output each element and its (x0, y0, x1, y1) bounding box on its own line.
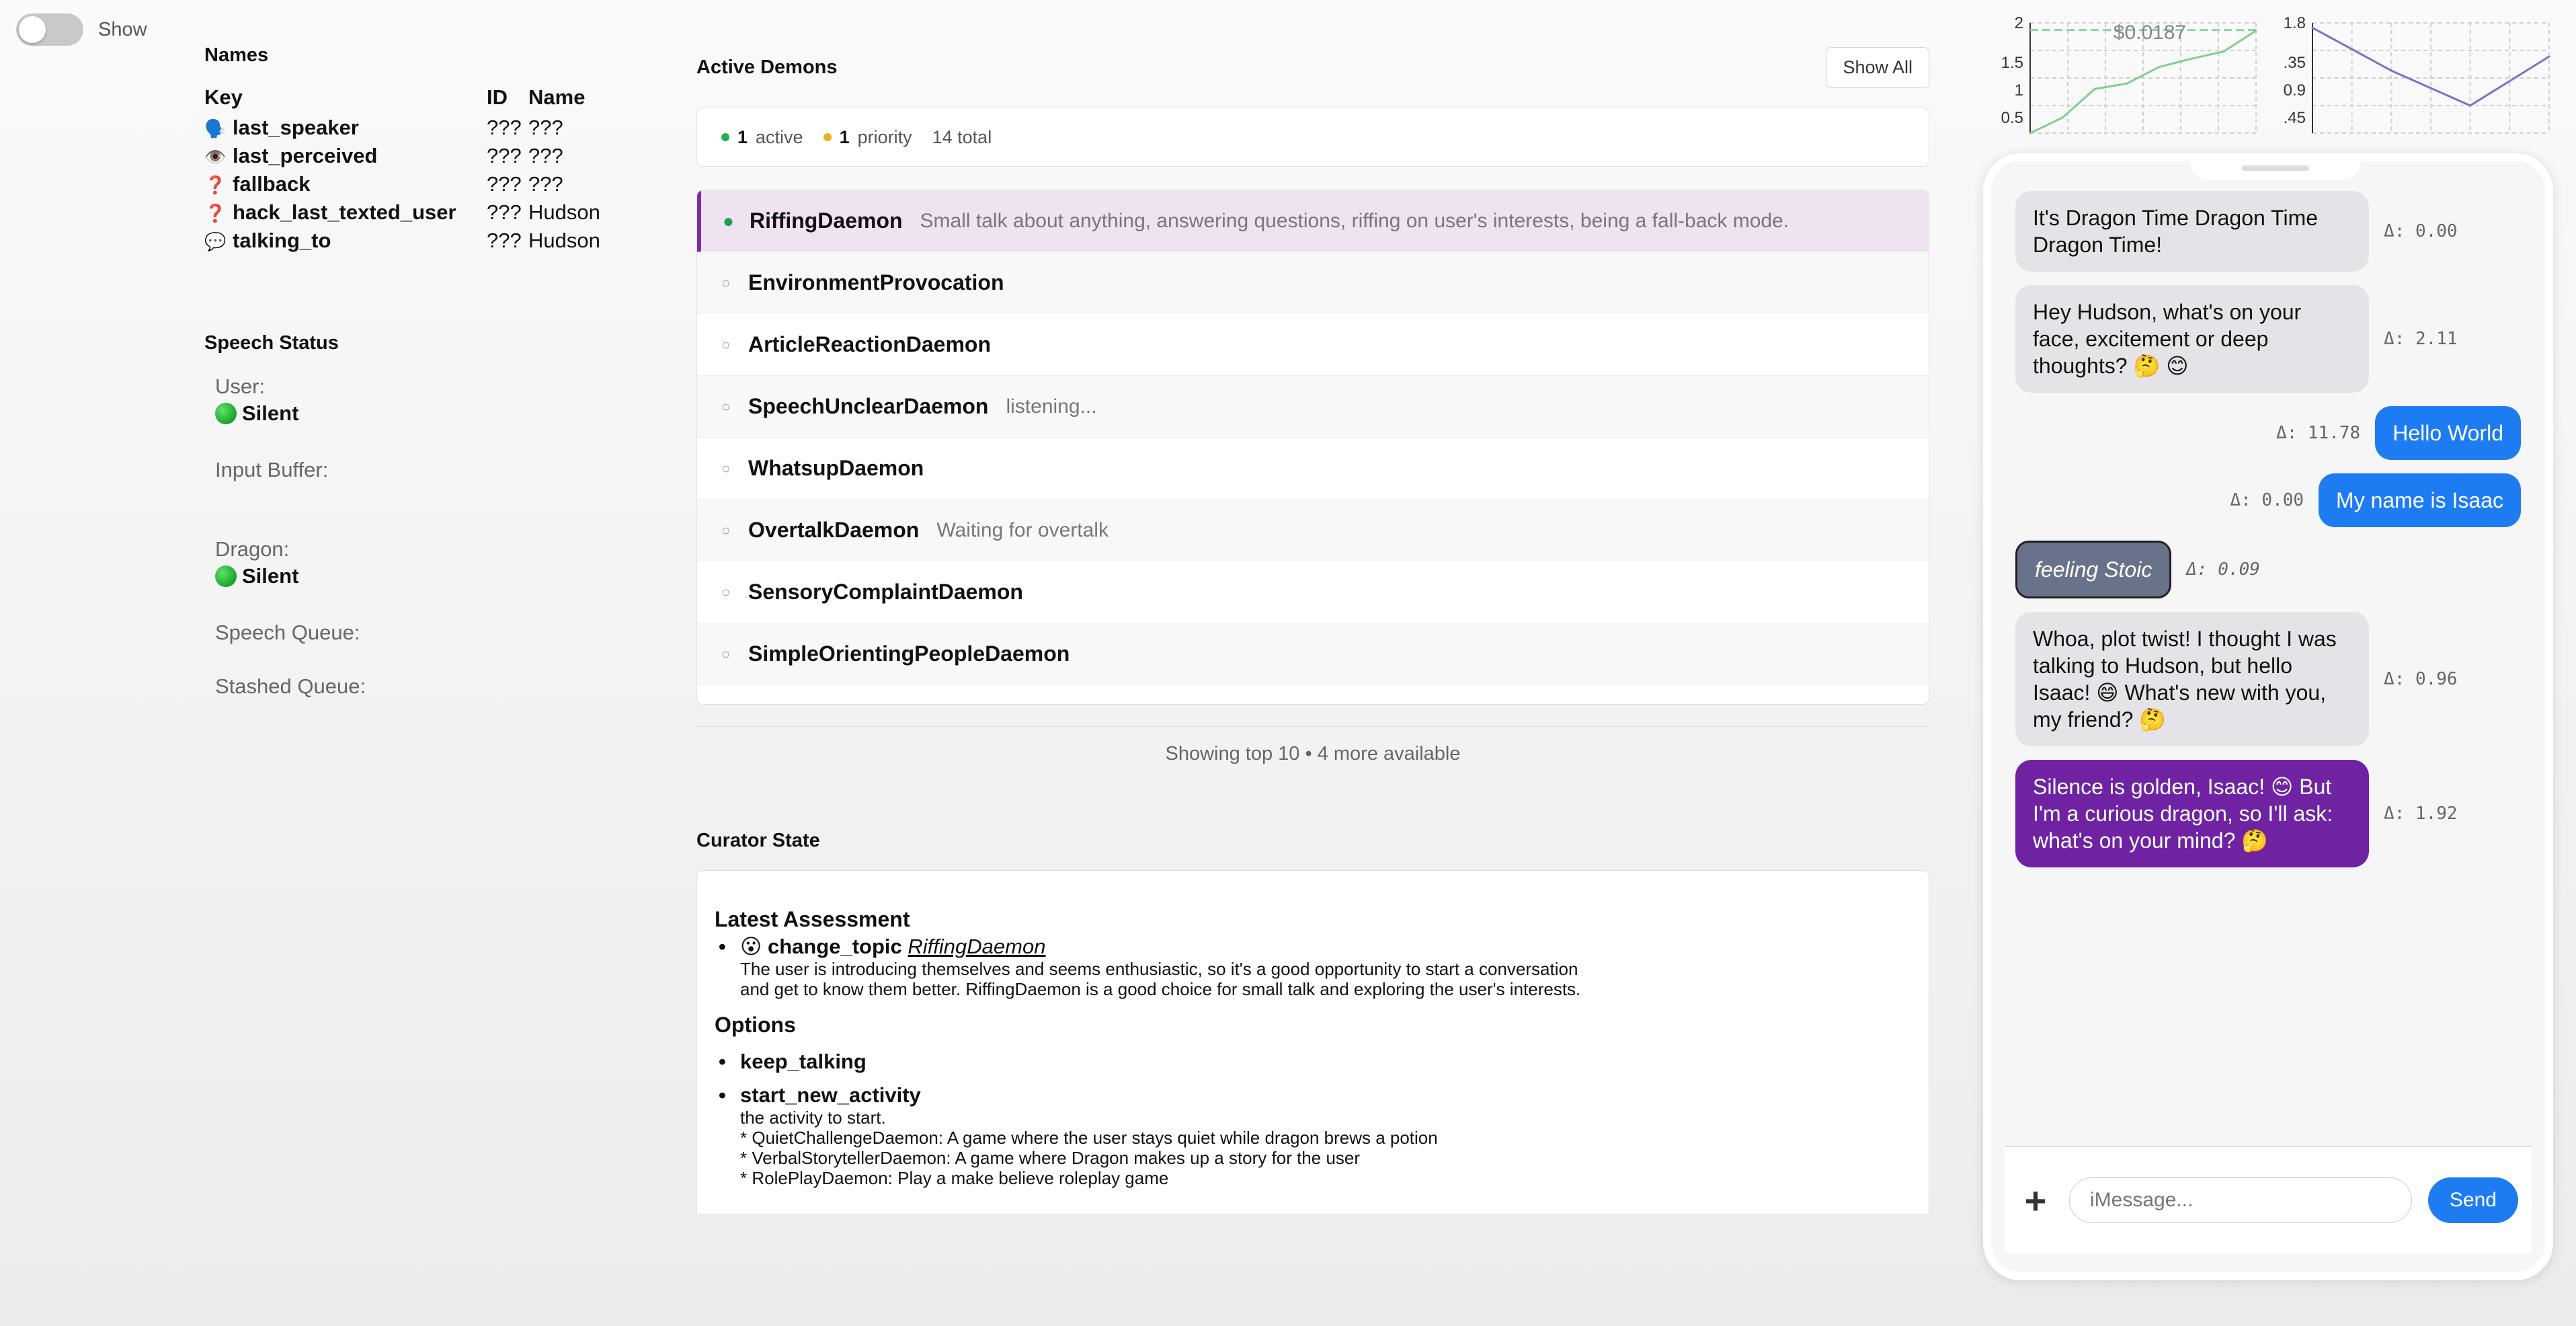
series-point (2390, 70, 2392, 72)
demon-name: SensoryComplaintDaemon (748, 580, 1023, 604)
y-tick-label: 0.9 (2283, 81, 2306, 100)
options-heading: Options (715, 1013, 796, 1037)
message-thread (1991, 191, 2545, 881)
speech-status-panel (204, 332, 635, 731)
active-dot-icon (721, 133, 729, 141)
inactive-status-dot-icon: ○ (721, 521, 731, 539)
names-header-row (204, 85, 600, 114)
series-point (2159, 66, 2161, 68)
demons-summary-bar (696, 108, 1929, 167)
names-header-key: Key (204, 85, 243, 109)
names-title: Names (204, 44, 269, 66)
y-tick-label: 0.5 (2001, 109, 2023, 127)
dragon-status-value: Silent (242, 564, 299, 588)
chat-message (1991, 541, 2545, 598)
chat-message (1991, 285, 2545, 393)
series-point (2191, 58, 2193, 60)
active-count: 1 (737, 126, 748, 147)
option-item: • start_new_activity the activity to start. * QuietChallengeDaemon: A game where the user stays quiet while dragon brews a potion * VerbalStorytellerDaemon: A game where Dragon makes up a story for the user * RolePlayDaemon: Play a make believe roleplay game (719, 1083, 1911, 1188)
names-id: ??? (487, 200, 522, 224)
speech-queue (215, 621, 635, 645)
y-tick-label: .45 (2283, 109, 2306, 127)
demon-list (696, 190, 1929, 705)
send-button[interactable]: Send (2428, 1177, 2518, 1223)
question-mark-icon: ❓ (204, 175, 227, 195)
y-tick-label: .35 (2283, 54, 2306, 72)
option-name: keep_talking (740, 1050, 867, 1073)
stashed-queue (215, 674, 635, 699)
names-row-last-perceived (204, 142, 600, 170)
series-point (2548, 56, 2550, 58)
y-tick-label: 1.8 (2283, 14, 2306, 32)
chat-message (1991, 406, 2545, 460)
chat-phone-frame (1983, 153, 2553, 1280)
names-key-label: hack_last_texted_user (233, 200, 456, 224)
inactive-status-dot-icon: ○ (721, 397, 731, 415)
notch-handle (2242, 165, 2309, 171)
names-key (204, 142, 487, 170)
input-buffer-label: Input Buffer: (215, 458, 329, 481)
speech-status-title: Speech Status (204, 332, 339, 354)
names-name: ??? (528, 144, 563, 167)
message-bubble[interactable]: It's Dragon Time Dragon Time Dragon Time! (2015, 191, 2369, 272)
names-id: ??? (487, 172, 522, 196)
names-header-name: Name (528, 85, 586, 109)
message-input[interactable] (2069, 1177, 2412, 1223)
demon-name: WhatsupDaemon (748, 456, 924, 480)
active-count-label: active (756, 126, 803, 147)
y-tick-label: 1.5 (2001, 54, 2023, 72)
latest-assessment-heading: Latest Assessment (715, 907, 910, 931)
assessment-action: change_topic (767, 935, 902, 958)
priority-count-label: priority (857, 126, 912, 147)
message-delta: Δ: 1.92 (2384, 804, 2458, 824)
names-row-talking-to (204, 227, 600, 255)
chat-message (1991, 612, 2545, 746)
names-key-label: last_perceived (233, 144, 378, 167)
series-point (2094, 88, 2096, 90)
demon-row[interactable] (697, 623, 1929, 685)
names-table (204, 85, 600, 255)
assessment-emoji-icon: 😮 (740, 935, 762, 958)
demon-description: Small talk about anything, answering questions, riffing on user's interests, being a fall-back mode. (920, 209, 1789, 232)
green-circle-icon (215, 566, 237, 587)
message-bubble[interactable]: Hey Hudson, what's on your face, excitement or deep thoughts? 🤔 😊 (2015, 285, 2369, 393)
demon-row[interactable] (697, 438, 1929, 500)
names-key-label: talking_to (233, 229, 331, 252)
priority-count-badge (823, 127, 912, 148)
plus-icon[interactable]: + (2024, 1179, 2047, 1222)
demon-name: OvertalkDaemon (748, 518, 920, 542)
message-bubble[interactable]: feeling Stoic (2015, 541, 2171, 598)
speech-queue-label: Speech Queue: (215, 621, 360, 644)
stashed-queue-label: Stashed Queue: (215, 674, 366, 698)
demon-row[interactable] (697, 500, 1929, 561)
priority-count: 1 (839, 126, 850, 147)
toggle-knob (19, 16, 46, 43)
y-tick-label: 2 (2014, 14, 2023, 32)
cost-line-chart (1983, 13, 2259, 139)
series-point (2255, 30, 2257, 32)
series-point (2126, 83, 2128, 85)
question-mark-icon: ❓ (204, 203, 227, 223)
inactive-status-dot-icon: ○ (721, 645, 731, 662)
assessment-item: • 😮 change_topic RiffingDaemon The user is introducing themselves and seems enthusiastic, so it's a good opportunity to start a conversation and get to know them better. RiffingDaemon is a good choice for small talk and exploring the user's interests. (719, 935, 1911, 999)
message-delta: Δ: 11.78 (2276, 423, 2361, 443)
inactive-status-dot-icon: ○ (721, 583, 731, 600)
series-point (2029, 132, 2031, 134)
message-delta: Δ: 2.11 (2384, 329, 2458, 349)
demon-name: SimpleOrientingPeopleDaemon (748, 641, 1070, 666)
names-row-last-speaker (204, 114, 600, 142)
inactive-status-dot-icon: ○ (721, 274, 731, 291)
chat-message (1991, 473, 2545, 527)
dragon-label: Dragon: (215, 537, 290, 561)
option-item: • keep_talking (719, 1050, 867, 1073)
active-demons-header (696, 47, 1929, 88)
names-id: ??? (487, 116, 522, 139)
show-toggle-group (16, 13, 147, 46)
names-name: Hudson (528, 229, 600, 252)
show-all-button[interactable]: Show All (1826, 47, 1929, 88)
names-key (204, 227, 487, 255)
green-circle-icon (215, 403, 237, 424)
total-count: 14 total (932, 126, 992, 147)
demon-row[interactable] (697, 252, 1929, 314)
message-delta: Δ: 0.00 (2230, 490, 2304, 510)
assessment-reason: The user is introducing themselves and seems enthusiastic, so it's a good opportunity to start a conversation and get to know them better. RiffingDaemon is a good choice for small talk and exploring the user's interests. (740, 959, 1581, 999)
dragon-speech-status (215, 537, 635, 588)
names-name: Hudson (528, 200, 600, 224)
demon-row[interactable] (697, 376, 1929, 438)
series-point (2312, 27, 2314, 29)
names-name: ??? (528, 116, 563, 139)
message-delta: Δ: 0.09 (2186, 559, 2260, 580)
user-speech-status (215, 375, 635, 426)
priority-dot-icon (823, 133, 832, 141)
demon-list-footer: Showing top 10 • 4 more available (696, 726, 1929, 765)
names-key (204, 170, 487, 198)
show-toggle[interactable] (16, 13, 83, 46)
user-status-value: Silent (242, 401, 299, 425)
curator-state-title: Curator State (696, 830, 820, 851)
message-bubble[interactable]: My name is Isaac (2319, 473, 2521, 527)
series-point (2223, 50, 2225, 52)
demon-row[interactable] (697, 190, 1929, 252)
message-bubble[interactable]: Hello World (2375, 406, 2521, 460)
names-name: ??? (528, 172, 563, 196)
names-key (204, 114, 487, 142)
y-tick-label: 1 (2014, 81, 2023, 100)
eye-icon: 👁️ (204, 147, 227, 167)
inactive-status-dot-icon: ○ (721, 336, 731, 353)
demon-row[interactable] (697, 561, 1929, 623)
message-bubble[interactable]: Silence is golden, Isaac! 😊 But I'm a curious dragon, so I'll ask: what's on your mind? 🤔 (2015, 760, 2369, 867)
active-status-dot-icon: ● (723, 210, 734, 231)
chat-message (1991, 191, 2545, 272)
speaking-head-icon: 🗣️ (204, 118, 227, 139)
message-delta: Δ: 0.00 (2384, 221, 2458, 241)
names-key (204, 198, 487, 227)
message-delta: Δ: 0.96 (2384, 669, 2458, 689)
names-key-label: last_speaker (233, 116, 359, 139)
message-bubble[interactable]: Whoa, plot twist! I thought I was talking to Hudson, but hello Isaac! 😄 What's new with you, my friend? 🤔 (2015, 612, 2369, 746)
chat-message (1991, 760, 2545, 867)
option-name: start_new_activity (740, 1083, 921, 1107)
names-id: ??? (487, 144, 522, 167)
names-panel (204, 44, 635, 255)
speech-balloon-icon: 💬 (204, 231, 227, 251)
input-buffer (215, 458, 635, 482)
demon-name: RiffingDaemon (750, 208, 903, 233)
names-key-label: fallback (233, 172, 311, 196)
demon-description: listening... (1006, 395, 1097, 418)
demon-row[interactable] (697, 314, 1929, 376)
inactive-status-dot-icon: ○ (721, 459, 731, 477)
series-point (2469, 105, 2471, 107)
names-row-hack-last-texted-user (204, 198, 600, 227)
names-row-fallback (204, 170, 600, 198)
show-toggle-label: Show (98, 18, 147, 40)
message-composer (2005, 1146, 2532, 1253)
assessment-target-link[interactable]: RiffingDaemon (908, 935, 1046, 958)
names-header-id: ID (487, 85, 508, 109)
series-point (2062, 117, 2064, 119)
active-demons-title: Active Demons (696, 56, 838, 78)
active-count-badge (721, 127, 803, 148)
curator-state-panel (696, 870, 1929, 1214)
metric-line-chart (2265, 13, 2552, 139)
demon-name: ArticleReactionDaemon (748, 332, 991, 356)
phone-notch (2190, 153, 2361, 180)
chart-title: $0.0187 (2113, 22, 2187, 44)
option-detail: the activity to start. * QuietChallengeDaemon: A game where the user stays quiet while dragon brews a potion * VerbalStorytellerDaemon: A game where Dragon makes up a story for the user * RolePlayDaemon: Play a make believe roleplay game (740, 1107, 1438, 1188)
demon-name: SpeechUnclearDaemon (748, 394, 989, 418)
demon-description: Waiting for overtalk (936, 518, 1109, 541)
user-label: User: (215, 375, 266, 398)
demon-name: EnvironmentProvocation (748, 270, 1004, 295)
names-id: ??? (487, 229, 522, 252)
